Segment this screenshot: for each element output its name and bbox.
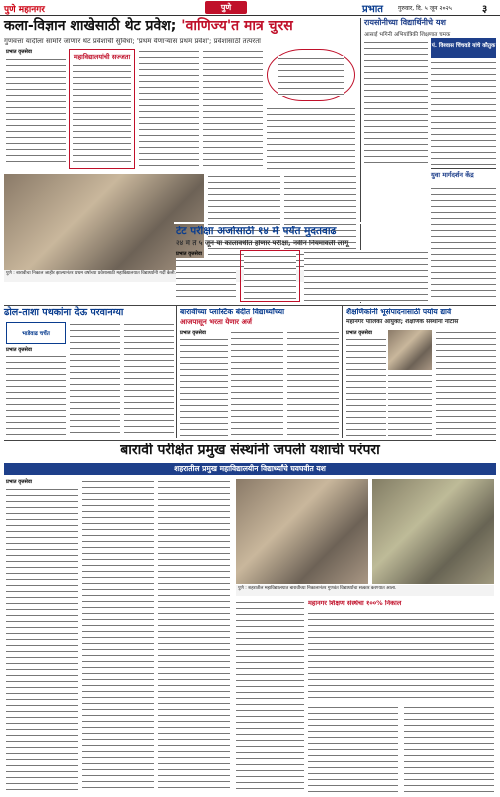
lead-sidebox <box>69 49 135 169</box>
school-byline: प्रभात वृत्तसेवा <box>346 330 372 336</box>
issue-date: गुरुवार, दि. ५ जून २०२५ <box>398 5 452 12</box>
section-label: पुणे महानगर <box>4 5 45 15</box>
youth-center-col <box>431 186 496 301</box>
tet-headline: टेट परीक्षा अर्जासाठी १४ मे पर्यंत मुदतवाढ <box>176 226 337 237</box>
right-lead-subhead: आसाई भगिनी अभियांत्रिकी शिक्षणात चमक <box>364 32 451 38</box>
city-badge: पुणे <box>205 1 247 14</box>
right-lead-col-2 <box>431 60 496 165</box>
lead-col-3 <box>203 49 263 169</box>
lead-col-2 <box>139 49 199 169</box>
school-col-1 <box>346 337 386 436</box>
tet-col-1 <box>176 258 236 302</box>
plastic-col-2 <box>231 330 283 436</box>
dhol-col-2 <box>70 322 120 436</box>
brand-logo: प्रभात <box>362 4 384 15</box>
plastic-byline: प्रभात वृत्तसेवा <box>180 330 206 336</box>
right-lead-box: पं. विश्वास चिंचवडे यांचे कौतुक <box>431 38 496 58</box>
right-lead-col-1 <box>364 40 428 165</box>
youth-center-title: युवा मार्गदर्शन केंद्र <box>431 171 474 179</box>
tet-box <box>240 250 300 302</box>
lead-byline: प्रभात वृत्तसेवा <box>6 49 32 55</box>
lead-col-4 <box>267 106 355 169</box>
bottom-col-3 <box>158 479 230 793</box>
right-lead-headline: रायसोनीच्या विद्यार्थिनीचे यश <box>364 18 446 27</box>
bottom-col-1 <box>6 487 78 793</box>
bottom-col-7 <box>404 705 494 793</box>
lead-headline: कला-विज्ञान शाखेसाठी थेट प्रवेश; 'वाणिज्य'त मात्र चुरस <box>4 18 293 34</box>
sidebox-title: महाविद्यालयांची सज्जता <box>73 53 131 61</box>
bottom-photo-caption: पुणे : शहरातील महाविद्यालयात बारावीच्या निकालानंतर गुणवंत विद्यार्थ्यांचा सत्कार करण्यात आला. <box>236 585 494 596</box>
dhol-col-1 <box>6 354 66 436</box>
tet-col-2 <box>304 250 428 302</box>
bottom-col-5 <box>308 611 494 701</box>
bottom-col-2 <box>82 479 154 793</box>
lead-photo-caption: पुणे : बारावीचा निकाल जाहीर झाल्यानंतर प्रथम वर्षाच्या प्रवेशासाठी महाविद्यालयात विद्यार्थ्यांनी गर्दी केली. <box>4 270 358 282</box>
plastic-col-3 <box>287 330 339 436</box>
dhol-byline: प्रभात वृत्तसेवा <box>6 347 32 353</box>
bottom-col-6 <box>308 705 398 793</box>
dhol-headline: ढोल-ताशा पथकांना देऊ परवानग्या <box>4 307 124 318</box>
bottom-col-4 <box>236 600 304 793</box>
plastic-subhead: आजपासून भरता येणार अर्ज <box>180 318 252 326</box>
lead-quote-box <box>267 49 355 101</box>
bottom-right-head: महानगर शिक्षण संस्थेचा १००% निकाल <box>308 600 402 607</box>
lead-subhead: गुणवत्ता यादीला सामोरे जाणार थेट प्रवेशाची सुविधा; 'प्रथम येणाऱ्यास प्रथम प्रवेश'; प्रवेशासाठी तत्परता <box>4 38 261 45</box>
tet-subhead: २४ मे ते ५ जून या कालावधीत होणार परीक्षा, नवीन नियमावली लागू <box>176 240 349 247</box>
school-col-3 <box>436 330 496 436</box>
bottom-photo-2 <box>372 479 494 584</box>
dhol-box: भाडेवाढ चर्चेत <box>6 322 66 344</box>
school-col-2 <box>388 373 432 436</box>
lead-headline-accent: 'वाणिज्य'त मात्र चुरस <box>181 18 293 34</box>
page-number: ३ <box>482 4 488 15</box>
school-photo <box>388 330 432 370</box>
masthead <box>0 0 500 16</box>
bottom-photo <box>236 479 368 584</box>
lead-col-1 <box>6 57 66 165</box>
plastic-headline: बारावीच्या प्लास्टिक बंदीत विद्यार्थ्यांच्या <box>180 308 285 316</box>
bottom-byline: प्रभात वृत्तसेवा <box>6 479 32 485</box>
dhol-col-3 <box>124 322 174 436</box>
bottom-subhead: शहरातील प्रमुख महाविद्यालयीन विद्यार्थ्यांचे घवघवीत यश <box>4 463 496 475</box>
school-headline: शैक्षणिकांनी भूसंपादनासाठी पर्याय द्यावे <box>346 308 452 316</box>
tet-byline: प्रभात वृत्तसेवा <box>176 251 202 257</box>
school-subhead: महानगर पालिका आयुक्त; शैक्षणिक संस्थांना नोटीस <box>346 319 459 325</box>
plastic-col-1 <box>180 337 228 436</box>
bottom-headline: बारावी परीक्षेत प्रमुख संस्थांनी जपली यशाची परंपरा <box>120 443 380 458</box>
